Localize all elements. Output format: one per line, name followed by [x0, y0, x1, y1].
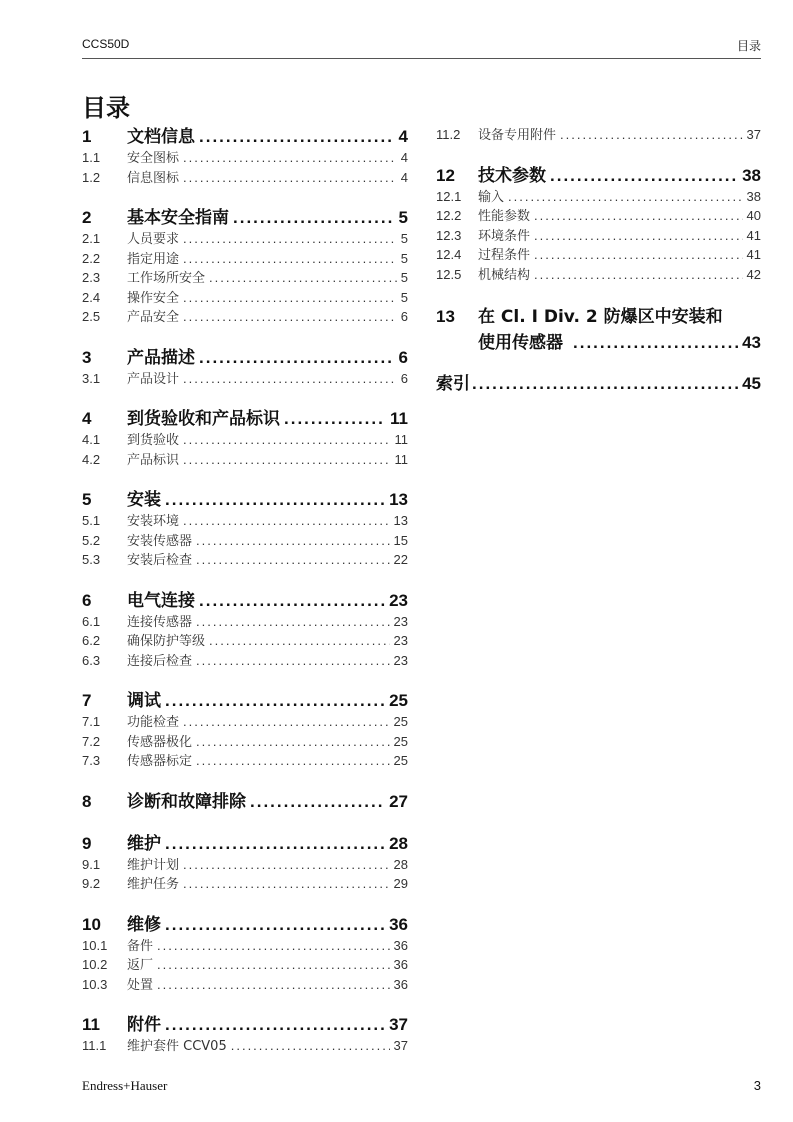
toc-item-number: 11.1: [82, 1038, 107, 1053]
dot-leader: [209, 268, 397, 288]
toc-heading-number: 5: [82, 490, 92, 509]
toc-heading[interactable]: [82, 590, 408, 612]
toc-item-label: 过程条件: [478, 248, 531, 263]
toc-heading-page: 36: [389, 914, 408, 934]
toc-heading-label-cont: 使用传感器: [478, 333, 563, 353]
dot-leader: [573, 330, 738, 356]
toc-group-8: [82, 791, 408, 813]
toc-item[interactable]: [82, 369, 408, 389]
toc-item-page: 6: [400, 370, 408, 386]
toc-heading[interactable]: [82, 833, 408, 855]
dot-leader: [183, 511, 390, 531]
toc-item-number: 1.1: [82, 150, 101, 165]
toc-item[interactable]: [82, 531, 408, 551]
toc-heading-number: 3: [82, 347, 92, 367]
toc-item-number: 2.1: [82, 231, 101, 246]
toc-item-page: 36: [393, 976, 408, 992]
toc-item-number: 12.1: [436, 188, 462, 204]
toc-item-label: 信息图标: [127, 170, 180, 186]
toc-item[interactable]: [82, 307, 408, 327]
toc-item[interactable]: [82, 450, 408, 470]
toc-item-number: 12.5: [436, 266, 462, 282]
toc-item-number: 2.2: [82, 250, 101, 266]
toc-heading[interactable]: [82, 408, 408, 430]
dot-leader: [196, 531, 390, 551]
dot-leader: [233, 207, 395, 229]
toc-item-page: 5: [400, 289, 408, 305]
dot-leader: [231, 1036, 390, 1056]
toc-heading[interactable]: [82, 207, 408, 229]
toc-item-page: 6: [400, 309, 408, 324]
toc-heading-number: 13: [436, 307, 455, 326]
toc-heading-label: 在 Cl. I Div. 2 防爆区中安装和: [478, 307, 723, 327]
toc-heading-number: 6: [82, 590, 92, 610]
toc-item[interactable]: [82, 732, 408, 752]
toc-group-7: [82, 690, 408, 771]
toc-item-number: 2.4: [82, 289, 101, 305]
toc-item-label: 连接后检查: [127, 653, 193, 669]
toc-item[interactable]: [436, 265, 761, 285]
toc-item-number: 4.2: [82, 451, 101, 467]
toc-item[interactable]: [82, 430, 408, 450]
toc-item-number: 7.3: [82, 753, 101, 768]
dot-leader: [165, 833, 385, 855]
toc-item[interactable]: [82, 612, 408, 632]
toc-heading-label: 技术参数: [478, 165, 546, 186]
toc-item-page: 15: [393, 532, 408, 548]
toc-heading[interactable]: [82, 489, 408, 511]
dot-leader: [534, 265, 743, 285]
toc-item-number: 6.1: [82, 613, 101, 629]
toc-item[interactable]: [82, 268, 408, 288]
dot-leader: [534, 245, 743, 265]
dot-leader: [165, 489, 385, 511]
toc-item-label: 维护计划: [127, 857, 180, 873]
toc-item-number: 7.2: [82, 733, 101, 749]
toc-index[interactable]: [436, 373, 761, 395]
toc-group-3: [82, 347, 408, 389]
toc-item-label: 到货验收: [127, 433, 180, 448]
toc-item-number: 10.2: [82, 957, 108, 972]
toc-item-label: 环境条件: [478, 228, 531, 244]
toc-item-page: 5: [400, 270, 408, 285]
footer-brand: Endress+Hauser: [82, 1078, 168, 1093]
toc-heading[interactable]: [82, 1014, 408, 1036]
toc-item[interactable]: [82, 651, 408, 671]
toc-index-page: 45: [742, 374, 761, 393]
toc-item[interactable]: [82, 249, 408, 269]
footer-page-number: 3: [753, 1078, 761, 1093]
toc-heading[interactable]: [82, 690, 408, 712]
dot-leader: [199, 347, 395, 369]
toc-item-number: 12.3: [436, 227, 462, 243]
toc-item-page: 5: [400, 231, 408, 246]
toc-item-number: 9.1: [82, 856, 101, 872]
toc-heading-page: 11: [390, 409, 408, 428]
toc-item[interactable]: [82, 855, 408, 875]
toc-heading-number: 2: [82, 208, 92, 227]
toc-item[interactable]: [82, 975, 408, 995]
toc-item-label: 备件: [127, 938, 154, 954]
toc-group-11: [82, 1014, 408, 1056]
toc-heading-page: 4: [398, 127, 408, 146]
toc-item-page: 42: [746, 266, 761, 282]
toc-heading[interactable]: [82, 914, 408, 936]
toc-heading-label: 诊断和故障排除: [127, 791, 246, 812]
toc-item[interactable]: [82, 229, 408, 249]
dot-leader: [183, 369, 397, 389]
dot-leader: [199, 126, 395, 148]
toc-heading-number: 10: [82, 914, 101, 934]
toc-heading-page: 28: [389, 833, 408, 853]
toc-heading-number: 4: [82, 409, 92, 428]
toc-item-page: 11: [394, 451, 408, 467]
toc-item-label: 人员要求: [127, 232, 180, 247]
toc-heading[interactable]: [82, 347, 408, 369]
toc-item-page: 41: [746, 227, 761, 243]
toc-heading-number: 12: [436, 165, 455, 185]
toc-heading-label: 维修: [127, 914, 161, 935]
toc-item-label: 传感器标定: [127, 754, 193, 769]
toc-heading-page: 5: [398, 208, 408, 227]
toc-left-column: [82, 126, 408, 1056]
toc-item-page: 23: [393, 652, 408, 668]
toc-heading-label: 调试: [127, 691, 161, 711]
toc-item-label: 产品设计: [127, 371, 180, 387]
toc-heading-number: 8: [82, 791, 92, 811]
dot-leader: [508, 187, 743, 207]
toc-heading-number: 11: [82, 1015, 100, 1034]
toc-item-label: 工作场所安全: [127, 271, 206, 286]
toc-item[interactable]: [436, 206, 761, 226]
dot-leader: [183, 712, 390, 732]
toc-group-2: [82, 207, 408, 327]
toc-group-1: [82, 126, 408, 187]
toc-heading-page: 25: [389, 691, 408, 710]
dot-leader: [196, 651, 390, 671]
toc-heading-label: 文档信息: [127, 127, 195, 147]
toc-heading-label: 产品描述: [127, 347, 195, 368]
toc-index-label: 索引: [436, 374, 470, 394]
toc-item[interactable]: [82, 874, 408, 894]
toc-group-6: [82, 590, 408, 671]
toc-item[interactable]: [82, 148, 408, 168]
dot-leader: [196, 550, 390, 570]
dot-leader: [199, 590, 385, 612]
toc-item-label: 返厂: [127, 958, 154, 973]
dot-leader: [196, 751, 390, 771]
toc-item-label: 安装后检查: [127, 553, 193, 568]
toc-item-number: 11.2: [436, 127, 461, 142]
toc-item[interactable]: [82, 168, 408, 188]
toc-item-page: 38: [746, 188, 761, 204]
toc-heading-number: 9: [82, 833, 92, 853]
toc-item-page: 23: [393, 613, 408, 629]
toc-item-number: 1.2: [82, 169, 101, 185]
toc-item[interactable]: [82, 511, 408, 531]
toc-item[interactable]: [436, 125, 761, 145]
indent-spacer: [436, 330, 478, 356]
toc-heading-number: 1: [82, 127, 92, 146]
toc-heading-label: 安装: [127, 490, 161, 510]
toc-item-page: 4: [400, 150, 408, 165]
toc-item-label: 连接传感器: [127, 614, 193, 630]
toc-item-number: 12.2: [436, 208, 462, 223]
toc-item[interactable]: [82, 550, 408, 570]
toc-heading-page: 43: [742, 333, 761, 352]
dot-leader: [183, 229, 397, 249]
toc-heading-label: 电气连接: [127, 590, 195, 611]
toc-item-number: 12.4: [436, 247, 462, 262]
dot-leader: [183, 307, 397, 327]
toc-item[interactable]: [436, 187, 761, 207]
toc-item-number: 6.3: [82, 652, 101, 668]
toc-item-label: 操作安全: [127, 290, 180, 306]
toc-group-9: [82, 833, 408, 894]
toc-heading-label: 维护: [127, 833, 161, 854]
toc-item-page: 29: [393, 876, 408, 891]
toc-item-page: 22: [393, 552, 408, 567]
toc-item[interactable]: [436, 245, 761, 265]
toc-heading-number: 7: [82, 691, 92, 710]
dot-leader: [534, 206, 743, 226]
toc-heading-page: 37: [389, 1015, 408, 1034]
toc-item[interactable]: [436, 226, 761, 246]
dot-leader: [165, 690, 385, 712]
toc-item-page: 4: [400, 169, 408, 185]
dot-leader: [165, 914, 385, 936]
toc-heading[interactable]: [436, 165, 761, 187]
toc-item-page: 23: [393, 633, 408, 648]
toc-item-number: 5.3: [82, 552, 101, 567]
dot-leader: [560, 125, 743, 145]
toc-item-number: 5.2: [82, 532, 101, 548]
toc-heading-page: 38: [742, 165, 761, 185]
toc-group-4: [82, 408, 408, 469]
toc-heading-13-line1[interactable]: [436, 304, 761, 330]
toc-right-column: [436, 125, 761, 395]
toc-heading-page: 27: [389, 791, 408, 811]
toc-item-label: 产品安全: [127, 310, 180, 325]
dot-leader: [165, 1014, 385, 1036]
dot-leader: [550, 165, 738, 187]
toc-item-page: 13: [393, 513, 408, 528]
toc-item-number: 2.5: [82, 309, 101, 324]
toc-item-label: 安装环境: [127, 514, 180, 529]
toc-item-label: 性能参数: [478, 209, 531, 224]
toc-item[interactable]: [82, 751, 408, 771]
dot-leader: [183, 430, 390, 450]
toc-item-page: 41: [746, 247, 761, 262]
toc-item[interactable]: [82, 631, 408, 651]
toc-item-number: 4.1: [82, 432, 101, 447]
toc-item-number: 10.3: [82, 976, 108, 992]
page-title: 目录: [82, 94, 130, 122]
toc-item-page: 25: [393, 733, 408, 749]
toc-item-label: 功能检查: [127, 715, 180, 730]
toc-heading-label: 基本安全指南: [127, 208, 229, 228]
header-doc-id: CCS50D: [82, 37, 130, 51]
dot-leader: [157, 936, 390, 956]
toc-heading-label: 到货验收和产品标识: [127, 409, 280, 429]
toc-heading-label: 附件: [127, 1015, 161, 1035]
toc-item-label: 安装传感器: [127, 533, 193, 549]
toc-item[interactable]: [82, 712, 408, 732]
toc-item[interactable]: [82, 955, 408, 975]
dot-leader: [183, 855, 390, 875]
toc-item-label: 输入: [478, 189, 505, 205]
toc-item-page: 5: [400, 250, 408, 266]
toc-item-label: 处置: [127, 977, 154, 993]
toc-item-number: 5.1: [82, 513, 101, 528]
header-section: 目录: [736, 39, 761, 53]
toc-item-number: 2.3: [82, 270, 101, 285]
toc-group-10: [82, 914, 408, 995]
toc-heading[interactable]: [82, 791, 408, 813]
dot-leader: [183, 148, 397, 168]
dot-leader: [183, 450, 390, 470]
dot-leader: [183, 249, 397, 269]
toc-item-page: 25: [393, 753, 408, 768]
toc-item-page: 11: [394, 432, 408, 447]
dot-leader: [284, 408, 386, 430]
toc-item-label: 安全图标: [127, 151, 180, 166]
toc-item-label: 指定用途: [127, 251, 180, 267]
toc-item-page: 25: [393, 714, 408, 729]
toc-item-label: 产品标识: [127, 452, 180, 468]
toc-item-page: 40: [746, 208, 761, 223]
dot-leader: [196, 612, 390, 632]
toc-item-label: 传感器极化: [127, 734, 193, 750]
toc-item-number: 9.2: [82, 876, 101, 891]
dot-leader: [209, 631, 390, 651]
toc-item-number: 6.2: [82, 633, 101, 648]
toc-item-label: 维护套件 CCV05: [127, 1039, 227, 1054]
toc-item[interactable]: [82, 1036, 408, 1056]
toc-item-label: 机械结构: [478, 267, 531, 283]
dot-leader: [183, 288, 397, 308]
toc-item-label: 设备专用附件: [478, 128, 557, 143]
toc-item-label: 维护任务: [127, 877, 180, 892]
toc-item-number: 10.1: [82, 937, 108, 953]
toc-item[interactable]: [82, 936, 408, 956]
dot-leader: [250, 791, 385, 813]
toc-heading-13-line2[interactable]: [436, 330, 761, 356]
dot-leader: [157, 955, 390, 975]
toc-heading-page: 13: [389, 490, 408, 509]
toc-item-page: 28: [393, 856, 408, 872]
toc-item-number: 3.1: [82, 370, 101, 386]
toc-group-13: [436, 304, 761, 356]
toc-item-number: 7.1: [82, 714, 101, 729]
toc-heading-page: 23: [389, 590, 408, 610]
toc-heading-page: 6: [398, 347, 408, 367]
toc-item-page: 37: [746, 127, 761, 142]
toc-heading[interactable]: [82, 126, 408, 148]
toc-item-page: 37: [393, 1038, 408, 1053]
dot-leader: [534, 226, 743, 246]
dot-leader: [157, 975, 390, 995]
header-divider: [82, 58, 761, 59]
dot-leader: [183, 874, 390, 894]
toc-group-12: [436, 165, 761, 285]
toc-item[interactable]: [82, 288, 408, 308]
dot-leader: [196, 732, 390, 752]
dot-leader: [472, 373, 738, 395]
toc-item-page: 36: [393, 937, 408, 953]
toc-group-5: [82, 489, 408, 570]
dot-leader: [183, 168, 397, 188]
toc-item-label: 确保防护等级: [127, 634, 206, 649]
toc-item-page: 36: [393, 957, 408, 972]
